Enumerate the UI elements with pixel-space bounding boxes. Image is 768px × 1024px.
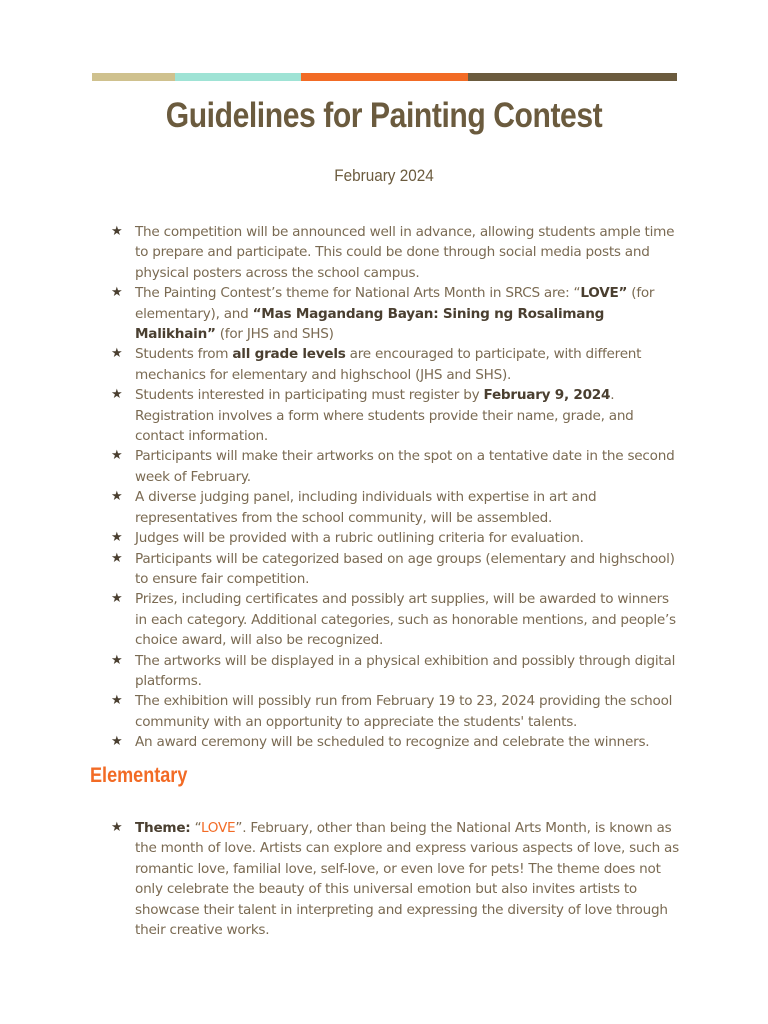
page-subtitle-date: February 2024 (334, 166, 434, 185)
list-item (111, 283, 683, 344)
star-bullet-icon: ★ (111, 530, 123, 546)
list-item-text: Students interested in participating must register by (135, 387, 484, 404)
color-bar-segment-mint (175, 73, 301, 81)
star-bullet-icon: ★ (111, 346, 123, 362)
grade-levels-bold: all grade levels (232, 346, 346, 363)
list-item-text: The exhibition will possibly run from February 19 to 23, 2024 providing the school community with an opportunity to appreciate the students' talents. (135, 693, 673, 730)
guidelines-list (111, 222, 683, 753)
star-bullet-icon: ★ (111, 734, 123, 750)
color-bar-segment-tan (92, 73, 175, 81)
star-bullet-icon: ★ (111, 550, 123, 566)
list-item (111, 549, 683, 590)
star-bullet-icon: ★ (111, 591, 123, 607)
list-item-text: Judges will be provided with a rubric outlining criteria for evaluation. (135, 530, 584, 547)
list-item-text: The Painting Contest’s theme for National Arts Month in SRCS are: “ (135, 285, 581, 302)
star-bullet-icon: ★ (111, 693, 123, 709)
list-item (111, 732, 683, 752)
star-bullet-icon: ★ (111, 652, 123, 668)
elementary-list (111, 818, 683, 940)
list-item-text: Participants will be categorized based on age groups (elementary and highschool) to ensure fair competition. (135, 550, 675, 587)
list-item (111, 818, 683, 940)
list-item (111, 528, 683, 548)
list-item-text: . Registration involves a form where students provide their name, grade, and contact information. (135, 387, 634, 445)
list-item-text: (for JHS and SHS) (215, 326, 334, 343)
list-item-text: ”. February, other than being the National Arts Month, is known as the month of love. Artists can explore and express various aspects of love, such as romantic love, familial love, self-love, or even love for pets! The theme does not only celebrate the beauty of this universal emotion but also invites artists to showcase their talent in interpreting and expressing the diversity of love through their creative works. (135, 820, 679, 939)
list-item-text: Prizes, including certificates and possibly art supplies, will be awarded to winners in each category. Additional categories, such as honorable mentions, and people’s choice award, will also be recognized. (135, 591, 676, 649)
star-bullet-icon: ★ (111, 820, 123, 835)
star-bullet-icon: ★ (111, 224, 123, 239)
list-item-text: “ (190, 820, 201, 836)
theme-love-bold: LOVE” (580, 285, 628, 302)
list-item-text: Participants will make their artworks on the spot on a tentative date in the second week of February. (135, 448, 675, 485)
theme-jhs-shs-bold: “Mas Magandang Bayan: Sining ng Rosalimang Malikhain” (135, 305, 605, 343)
list-item-text: An award ceremony will be scheduled to recognize and celebrate the winners. (135, 734, 650, 751)
list-item (111, 589, 683, 650)
list-item (111, 651, 683, 692)
registration-deadline-bold: February 9, 2024 (483, 387, 611, 404)
star-bullet-icon: ★ (111, 285, 123, 301)
list-item (111, 487, 683, 528)
star-bullet-icon: ★ (111, 489, 123, 505)
list-item (111, 344, 683, 385)
star-bullet-icon: ★ (111, 387, 123, 403)
list-item (111, 446, 683, 487)
theme-love-word: LOVE (200, 820, 236, 836)
list-item (111, 385, 683, 446)
list-item-text: A diverse judging panel, including individuals with expertise in art and representatives from the school community, will be assembled. (135, 489, 597, 526)
list-item-text: The competition will be announced well in advance, allowing students ample time to prepare and participate. This could be done through social media posts and physical posters across the school campus. (135, 224, 675, 281)
color-bar-segment-orange (301, 73, 468, 81)
section-heading-elementary: Elementary (90, 764, 188, 787)
list-item-text: The artworks will be displayed in a physical exhibition and possibly through digital platforms. (135, 652, 676, 689)
star-bullet-icon: ★ (111, 448, 123, 464)
list-item-text: are encouraged to participate, with different mechanics for elementary and highschool (JHS and SHS). (135, 346, 642, 383)
color-bar-segment-brown (468, 73, 677, 81)
theme-label: Theme: (135, 820, 191, 836)
page-title: Guidelines for Painting Contest (165, 96, 603, 135)
list-item (111, 222, 683, 283)
decorative-color-bar (92, 73, 677, 81)
list-item-text: (for elementary), and (135, 285, 655, 322)
list-item-text: Students from (135, 346, 233, 363)
list-item (111, 691, 683, 732)
